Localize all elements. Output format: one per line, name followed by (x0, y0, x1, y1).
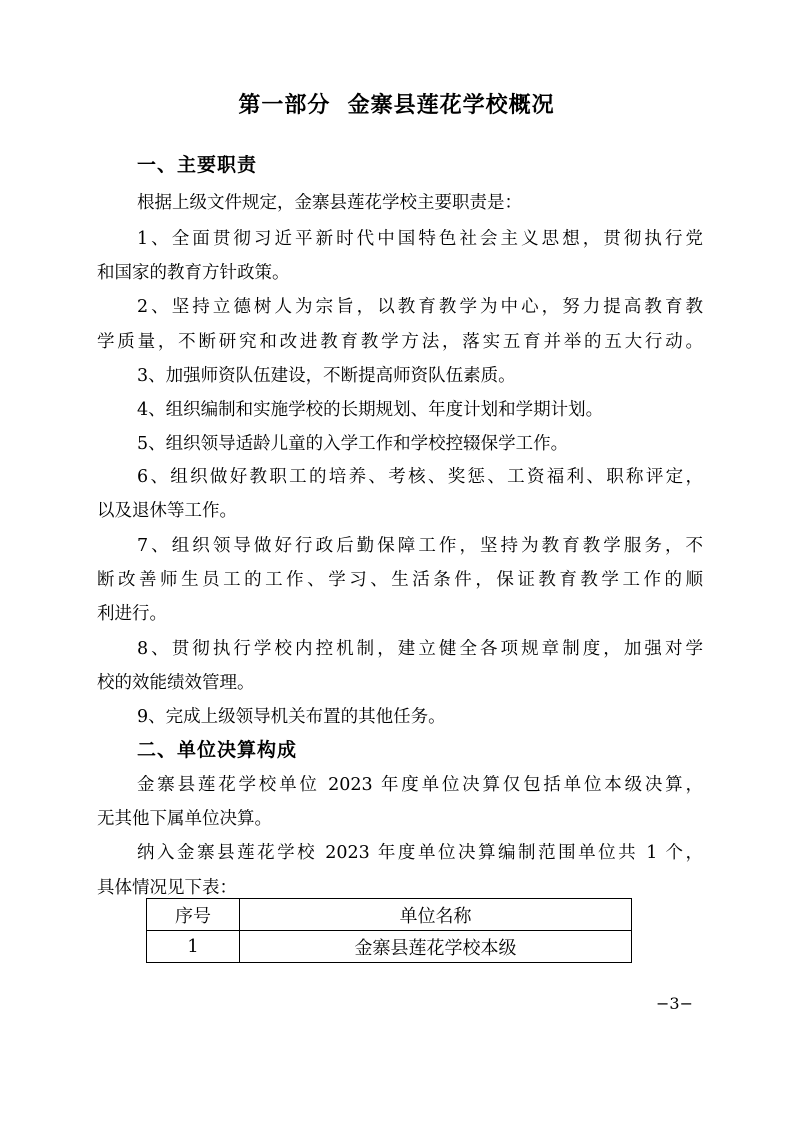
paragraph-line: 9、完成上级领导机关布置的其他任务。 (137, 707, 446, 727)
paragraph-line: 纳入金寨县莲花学校 2023 年度单位决算编制范围单位共 1 个， (137, 843, 703, 863)
paragraph-line: 以及退休等工作。 (97, 501, 237, 521)
paragraph-line: 4、组织编制和实施学校的长期规划、年度计划和学期计划。 (137, 400, 604, 420)
paragraph-line: 无其他下属单位决算。 (97, 809, 272, 829)
section-heading-composition: 二、单位决算构成 (137, 739, 298, 761)
paragraph-line: 3、加强师资队伍建设，不断提高师资队伍素质。 (137, 366, 516, 386)
unit-table (146, 898, 632, 963)
paragraph-line: 1、全面贯彻习近平新时代中国特色社会主义思想，贯彻执行党 (137, 229, 703, 249)
paragraph-line: 学质量，不断研究和改进教育教学方法，落实五育并举的五大行动。 (97, 332, 703, 352)
paragraph-line: 7、组织领导做好行政后勤保障工作，坚持为教育教学服务，不 (137, 536, 703, 556)
table-header-cell: 单位名称 (240, 899, 632, 931)
paragraph-line: 断改善师生员工的工作、学习、生活条件，保证教育教学工作的顺 (97, 570, 703, 590)
table-header-row (147, 899, 632, 931)
paragraph-line: 根据上级文件规定，金寨县莲花学校主要职责是： (137, 193, 522, 213)
paragraph-line: 5、组织领导适龄儿童的入学工作和学校控辍保学工作。 (137, 434, 569, 454)
paragraph-line: 6、组织做好教职工的培养、考核、奖惩、工资福利、职称评定， (137, 467, 703, 487)
paragraph-line: 具体情况见下表： (97, 878, 237, 898)
section-heading-duties: 一、主要职责 (137, 154, 258, 176)
table-cell: 1 (147, 931, 240, 963)
page-number: −3− (656, 994, 693, 1013)
paragraph-line: 金寨县莲花学校单位 2023 年度单位决算仅包括单位本级决算， (137, 775, 703, 795)
paragraph-line: 和国家的教育方针政策。 (97, 263, 290, 283)
table-header-cell: 序号 (147, 899, 240, 931)
table-cell: 金寨县莲花学校本级 (240, 931, 632, 963)
paragraph-line: 利进行。 (97, 604, 167, 624)
page-title: 第一部分 金寨县莲花学校概况 (238, 92, 555, 118)
paragraph-line: 2、坚持立德树人为宗旨，以教育教学为中心，努力提高教育教 (137, 297, 703, 317)
paragraph-line: 8、贯彻执行学校内控机制，建立健全各项规章制度，加强对学 (137, 639, 703, 659)
table-row (147, 931, 632, 963)
paragraph-line: 校的效能绩效管理。 (97, 673, 255, 693)
